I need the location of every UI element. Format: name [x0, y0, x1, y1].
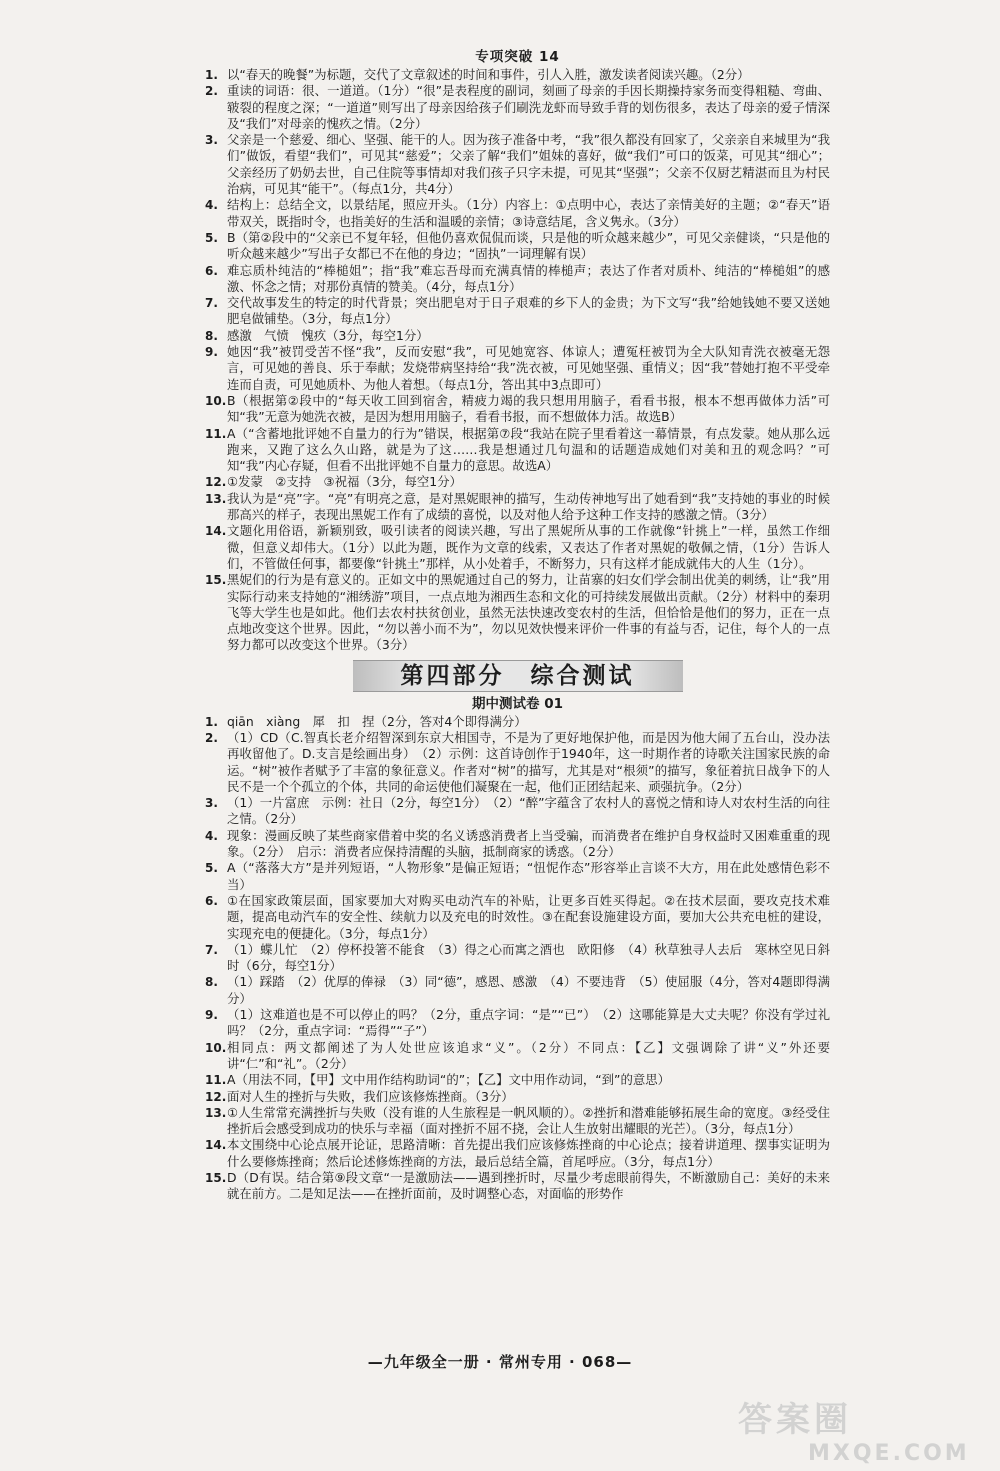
answer-text: 现象：漫画反映了某些商家借着中奖的名义诱惑消费者上当受骗，而消费者在维护自身权益时又困难重重的现象。（2分） 启示：消费者应保持清醒的头脑，抵制商家的诱惑。（2分）	[227, 827, 830, 860]
answer-number: 3.	[205, 796, 218, 811]
answer-text: 结构上：总结全文，以景结尾，照应开头。（1分）内容上：①点明中心，表达了亲情美好的主题；②“春天”语带双关，既指时令，也指美好的生活和温暖的亲情；③诗意结尾，含义隽永。（3分）	[227, 197, 830, 229]
answer-item	[205, 328, 830, 344]
answer-text: （1）踩踏 （2）优厚的俸禄 （3）同“德”，感恩、感激 （4）不要违背 （5）使屈服（4分，答对4题即得满分）	[227, 974, 830, 1006]
answer-text: 文题化用俗语，新颖别致，吸引读者的阅读兴趣，写出了黑妮所从事的工作就像“针挑上”一样，虽然工作细微，但意义却伟大。（1分）以此为题，既作为文章的线索，又表达了作者对黑妮的敬佩之情，（1分）告诉人们，不管做任何事，都要像“针挑土”那样，从小处着手，不断努力，只有这样才能成就伟大的人生（1分）。	[227, 523, 830, 571]
page-footer: —九年级全一册 · 常州专用 · 068—	[367, 1353, 633, 1371]
answer-text: 黑妮们的行为是有意义的。正如文中的黑妮通过自己的努力，让苗寨的妇女们学会制出优美的刺绣，让“我”用实际行动来支持她的“湘绣游”项目，一点点地为湘西生态和文化的可持续发展做出贡献。（2分）材料中的秦玥飞等大学生也是如此。他们去农村扶贫创业，虽然无法快速改变农村的生活，但恰恰是他们的努力，正在一点点地改变这个世界。因此，“勿以善小而不为”，勿以见效快慢来评价一件事的有益与否，记住，每个人的一点努力都可以改变这个世界。（3分）	[227, 572, 830, 653]
answer-item	[205, 893, 830, 942]
answer-number: 10.	[205, 1040, 227, 1055]
answer-item	[205, 1007, 830, 1040]
section1-list	[205, 67, 830, 654]
answer-item	[205, 474, 830, 490]
answer-text: 相同点：两文都阐述了为人处世应该追求“义”。（2分）不同点：【乙】文强调除了讲“义”外还要讲“仁”和“礼”。（2分）	[227, 1039, 830, 1071]
answer-text: ①发蒙 ②支持 ③祝福（3分，每空1分）	[227, 474, 462, 490]
answer-number: 13.	[205, 1105, 227, 1120]
answer-text: 交代故事发生的特定的时代背景；突出肥皂对于日子艰难的乡下人的金贵；为下文写“我”给她钱她不要又送她肥皂做铺垫。（3分，每点1分）	[227, 295, 830, 327]
answer-number: 6.	[205, 263, 218, 278]
answer-number: 9.	[205, 345, 218, 360]
answer-item	[205, 1072, 830, 1088]
answer-text: 难忘质朴纯洁的“棒槌姐”；指“我”难忘吾母而充满真情的棒槌声；表达了作者对质朴、纯洁的“棒槌姐”的感激、怀念之情；对那份真情的赞美。（4分，每点1分）	[227, 262, 830, 294]
answer-item	[205, 1089, 830, 1105]
part-banner: 第四部分 综合测试	[353, 660, 683, 692]
answer-item	[205, 344, 830, 393]
section-title: 专项突破 14	[475, 49, 560, 65]
answer-number: 1.	[205, 714, 218, 729]
answer-item	[205, 572, 830, 653]
answer-number: 4.	[205, 828, 218, 843]
answer-number: 1.	[205, 68, 218, 82]
answer-text: （1）一片富庶 示例：社日（2分，每空1分） （2）“醉”字蕴含了农村人的喜悦之情和诗人对农村生活的向往之情。（2分）	[227, 795, 830, 827]
answer-number: 6.	[205, 893, 218, 908]
answer-text: D（D有误。结合第⑨段文章“一是激励法——遇到挫折时，尽量少考虑眼前得失，不断激励自己：美好的未来就在前方。二是知足法——在挫折面前，及时调整心态，对面临的形势作	[227, 1170, 830, 1202]
answer-number: 8.	[205, 975, 218, 990]
answer-item	[205, 828, 830, 861]
answer-item	[205, 1137, 830, 1170]
answer-item	[205, 263, 830, 296]
answer-text: 以“春天的晚餐”为标题，交代了文章叙述的时间和事件，引人入胜，激发读者阅读兴趣。（2分）	[227, 67, 750, 82]
answer-text: A（“落落大方”是并列短语，“人物形象”是偏正短语；“忸怩作态”形容举止言谈不大方，用在此处感情色彩不当）	[227, 860, 830, 892]
answer-page	[205, 48, 830, 1203]
answer-number: 5.	[205, 230, 218, 245]
answer-text: 感激 气愤 愧疚（3分，每空1分）	[227, 327, 429, 343]
answer-item	[205, 714, 830, 730]
answer-text: qiān xiàng 犀 扣 捏（2分，答对4个即得满分）	[227, 713, 527, 729]
answer-item	[205, 974, 830, 1007]
answer-text: ①在国家政策层面，国家要加大对购买电动汽车的补贴，让更多百姓买得起。②在技术层面，要攻克技术难题，提高电动汽车的安全性、续航力以及充电的时效性。③在配套设施建设方面，要加大公共充电桩的建设，实现充电的便捷化。（3分，每点1分）	[227, 892, 830, 941]
answer-item	[205, 295, 830, 328]
answer-text: 父亲是一个慈爱、细心、坚强、能干的人。因为孩子准备中考，“我”很久都没有回家了，父亲亲自来城里为“我们”做饭，看望“我们”，可见其“慈爱”；父亲了解“我们”姐妹的喜好，做“我们”可口的饭菜，可见其“细心”；父亲经历了奶奶去世，自己住院等事情却对我们孩子只字未提，可见其“坚强”；父亲不仅厨艺精湛而且为村民治病，可见其“能干”。（每点1分，共4分）	[227, 132, 830, 197]
answer-text: A（“含蓄地批评她不自量力的行为”错误，根据第⑦段“我站在院子里看着这一幕情景，有点发蒙。她从那么远跑来，又跑了这么久山路，就是为了这……我是想通过几句温和的话题造成她们对美和丑的观念吗？”可知“我”内心存疑，但看不出批评她不自量力的意思。故选A）	[227, 425, 830, 474]
answer-text: 面对人生的挫折与失败，我们应该修炼挫商。（3分）	[227, 1088, 514, 1104]
answer-number: 10.	[205, 393, 227, 408]
answer-text: 我认为是“亮”字。“亮”有明亮之意，是对黑妮眼神的描写，生动传神地写出了她看到“我”支持她的事业的时候那高兴的样子，表现出黑妮工作有了成绩的喜悦，以及对他人给予这种工作支持的感激之情。（3分）	[227, 490, 830, 523]
answer-text: （1）CD（C.智真长老介绍智深到东京大相国寺，不是为了更好地保护他，而是因为他大闹了五台山，没办法再收留他了。D.支言是绘画出身） （2）示例：这首诗创作于1940年，这一时期作者的诗歌关注国家民族的命运。“树”被作者赋予了丰富的象征意义。作者对“树”的描写，尤其是对“根须”的描写，象征着抗日战争下的人民不是一个个孤立的个体，共同的命运使他们凝聚在一起，他们正团结起来、顽强抗争。（2分）	[227, 729, 830, 794]
exam-title: 期中测试卷 01	[472, 695, 563, 712]
answer-item	[205, 523, 830, 572]
answer-text: ①人生常常充满挫折与失败（没有谁的人生旅程是一帆风顺的）。②挫折和潜难能够拓展生命的宽度。③经受住挫折后会感受到成功的快乐与幸福（面对挫折不屈不挠，会让人生放射出耀眼的光芒）。（3分，每点1分）	[227, 1104, 830, 1137]
answer-number: 8.	[205, 328, 218, 343]
section2-list	[205, 714, 830, 1203]
answer-text: 重读的词语：很、一道道。（1分）“很”是表程度的副词，刻画了母亲的手因长期操持家务而变得粗糙、弯曲、皲裂的程度之深；“一道道”则写出了母亲因给孩子们刷洗龙虾而导致手背的划伤很多，表达了母亲的爱子情深及“我们”对母亲的愧疚之情。（2分）	[227, 83, 830, 131]
answer-text: A（用法不同，【甲】文中用作结构助词“的”；【乙】文中用作动词，“到”的意思）	[227, 1072, 671, 1088]
answer-number: 2.	[205, 84, 218, 99]
watermark-logo	[738, 1392, 978, 1464]
answer-number: 14.	[205, 1138, 227, 1153]
answer-text: 本文围绕中心论点展开论证，思路清晰：首先提出我们应该修炼挫商的中心论点；接着讲道理、摆事实证明为什么要修炼挫商；然后论述修炼挫商的方法，最后总结全篇，首尾呼应。（3分，每点1分）	[227, 1137, 830, 1169]
answer-number: 14.	[205, 524, 227, 539]
watermark-line2: MXQE.COM	[808, 1441, 970, 1466]
watermark-line1: 答案圈	[738, 1400, 852, 1440]
answer-number: 12.	[205, 1089, 227, 1104]
answer-item	[205, 67, 830, 83]
answer-text: B（根据第②段中的“每天收工回到宿舍，精疲力竭的我只想用用脑子，看看书报，根本不想再做体力活”可知“我”无意为她洗衣被，是因为想用用脑子，看看书报，而不想做体力活。故选B）	[227, 392, 830, 425]
answer-item	[205, 230, 830, 263]
answer-number: 5.	[205, 861, 218, 876]
answer-number: 15.	[205, 573, 227, 588]
answer-item	[205, 197, 830, 230]
answer-item	[205, 132, 830, 197]
answer-item	[205, 393, 830, 426]
answer-item	[205, 83, 830, 132]
answer-number: 7.	[205, 942, 218, 957]
answer-text: （1）蝶儿忙 （2）停杯投箸不能食 （3）得之心而寓之酒也 欧阳修 （4）秋草独寻人去后 寒林空见日斜时（6分，每空1分）	[227, 941, 830, 974]
answer-item	[205, 942, 830, 975]
answer-number: 13.	[205, 491, 227, 506]
answer-item	[205, 426, 830, 475]
answer-number: 11.	[205, 1073, 227, 1088]
answer-number: 15.	[205, 1171, 227, 1185]
answer-number: 9.	[205, 1008, 218, 1023]
answer-number: 2.	[205, 730, 218, 745]
answer-number: 3.	[205, 133, 218, 148]
answer-item	[205, 1105, 830, 1138]
answer-text: 她因“我”被罚受苦不怪“我”，反而安慰“我”，可见她宽容、体谅人；遭冤枉被罚为全大队知青洗衣被毫无怨言，可见她的善良、乐于奉献；发烧带病坚持给“我”洗衣被，可见她坚强、重情义；因“我”替她打抱不平受牵连而自责，可见她质朴、为他人着想。（每点1分，答出其中3点即可）	[227, 344, 830, 392]
answer-number: 12.	[205, 475, 227, 490]
answer-number: 7.	[205, 296, 218, 311]
answer-number: 4.	[205, 198, 218, 213]
answer-item	[205, 730, 830, 795]
answer-item	[205, 1040, 830, 1073]
answer-text: （1）这难道也是不可以停止的吗？（2分，重点字词：“是”“已”） （2）这哪能算是大丈夫呢？你没有学过礼吗？（2分，重点字词：“焉得”“子”）	[227, 1007, 830, 1039]
answer-number: 11.	[205, 426, 227, 441]
answer-text: B（第②段中的“父亲已不复年轻，但他仍喜欢侃侃而谈，只是他的听众越来越少”，可见父亲健谈，“只是他的听众越来越少”写出子女都已不在他的身边；“固执”一词理解有误）	[227, 229, 830, 262]
answer-item	[205, 1170, 830, 1203]
answer-item	[205, 795, 830, 828]
answer-item	[205, 860, 830, 893]
answer-item	[205, 491, 830, 524]
